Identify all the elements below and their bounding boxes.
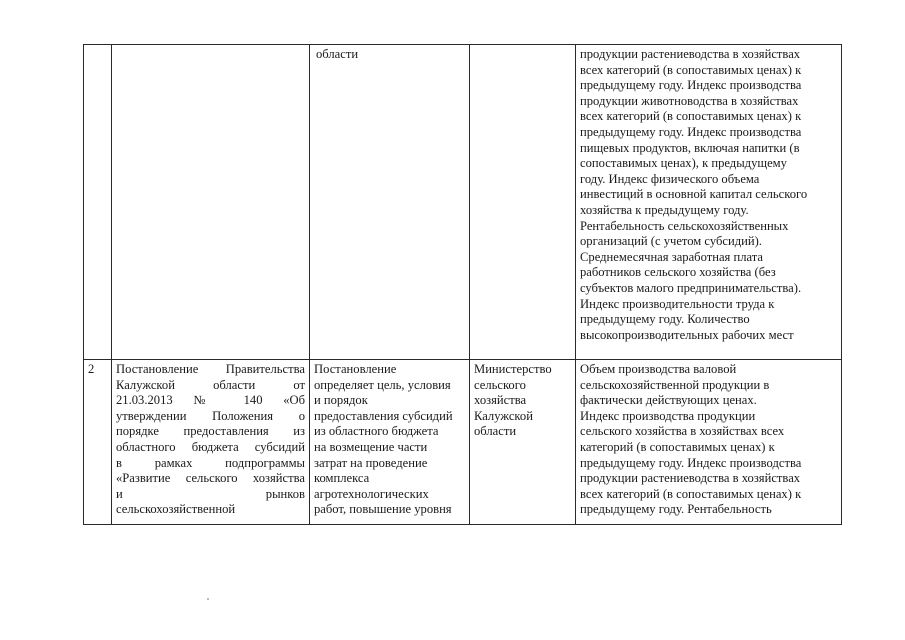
text-line: Калужской [474, 408, 533, 423]
text-line: и порядок [314, 393, 368, 408]
text-line: всех категорий (в сопоставимых ценах) к [580, 62, 802, 77]
text-line: агротехнологических [314, 486, 429, 501]
text-line: сельского [474, 377, 526, 392]
text-line: Индекс производительности труда к [580, 296, 775, 311]
row-number-cell: 2 [84, 360, 112, 525]
text-line: области [474, 424, 517, 439]
text-line: определяет цель, условия [314, 377, 451, 392]
text-line: на возмещение части [314, 439, 428, 454]
text-line: продукции растениеводства в хозяйствах [580, 47, 801, 61]
text-line: продукции растениеводства в хозяйствах [580, 471, 801, 486]
text-line: Калужской области от [116, 377, 305, 392]
text-line: предыдущему году. Индекс производства [580, 78, 802, 93]
text-line: субъектов малого предпринимательства). [580, 280, 802, 295]
text-line: работ, повышение уровня [314, 502, 452, 517]
text-line: комплекса [314, 471, 370, 486]
text-line: сельского хозяйства в хозяйствах всех [580, 424, 785, 439]
document-cell [112, 45, 310, 360]
regulations-table [83, 44, 842, 525]
executor-cell [470, 45, 576, 360]
text-line: пищевых продуктов, включая напитки (в [580, 140, 800, 155]
text-line: Постановление Правительства [116, 362, 305, 376]
text-line: Индекс производства продукции [580, 408, 756, 423]
text-line: предыдущему году. Количество [580, 312, 750, 327]
text-line: всех категорий (в сопоставимых ценах) к [580, 486, 802, 501]
text-line: предыдущему году. Рентабельность [580, 502, 772, 517]
text-line: Постановление [314, 362, 397, 376]
row-number-cell [84, 45, 112, 360]
text-line: предыдущему году. Индекс производства [580, 455, 802, 470]
text-line: Среднемесячная заработная плата [580, 249, 764, 264]
executor-cell [470, 360, 576, 525]
text-line: работников сельского хозяйства (без [580, 265, 776, 280]
text-line: Объем производства валовой [580, 362, 737, 376]
content-cell [310, 45, 470, 360]
text-line: предоставления субсидий [314, 408, 453, 423]
text-line: в рамках подпрограммы [116, 455, 305, 470]
text-line: утверждении Положения о [116, 408, 305, 423]
text-line: всех категорий (в сопоставимых ценах) к [580, 109, 802, 124]
scan-speck [207, 598, 209, 600]
text-line: предыдущему году. Индекс производства [580, 124, 802, 139]
text-line: категорий (в сопоставимых ценах) к [580, 439, 775, 454]
text-line: Министерство [474, 362, 552, 376]
text-line: году. Индекс физического объема [580, 171, 760, 186]
text-line: организаций (с учетом субсидий). [580, 234, 762, 249]
text-line: порядке предоставления из [116, 424, 305, 439]
text-line: хозяйства к предыдущему году. [580, 202, 749, 217]
text-line: и рынков [116, 486, 305, 501]
text-line: Рентабельность сельскохозяйственных [580, 218, 789, 233]
text-line: сельскохозяйственной продукции в [580, 377, 770, 392]
text-line: инвестиций в основной капитал сельского [580, 187, 808, 202]
indicators-cell [576, 360, 842, 525]
text-line: фактически действующих ценах. [580, 393, 757, 408]
text-line: хозяйства [474, 393, 527, 408]
document-cell [112, 360, 310, 525]
table-row [84, 45, 842, 360]
text-line: сопоставимых ценах), к предыдущему [580, 156, 787, 171]
indicators-cell [576, 45, 842, 360]
text-line: затрат на проведение [314, 455, 428, 470]
text-line: 21.03.2013 № 140 «Об [116, 393, 305, 408]
table-row [84, 360, 842, 525]
text-line: из областного бюджета [314, 424, 439, 439]
text-line: высокопроизводительных рабочих мест [580, 327, 794, 342]
text-line: продукции животноводства в хозяйствах [580, 93, 799, 108]
text-line: области [316, 47, 359, 61]
text-line: «Развитие сельского хозяйства [116, 471, 305, 486]
content-cell [310, 360, 470, 525]
text-line: сельскохозяйственной [116, 502, 236, 517]
text-line: областного бюджета субсидий [116, 439, 305, 454]
